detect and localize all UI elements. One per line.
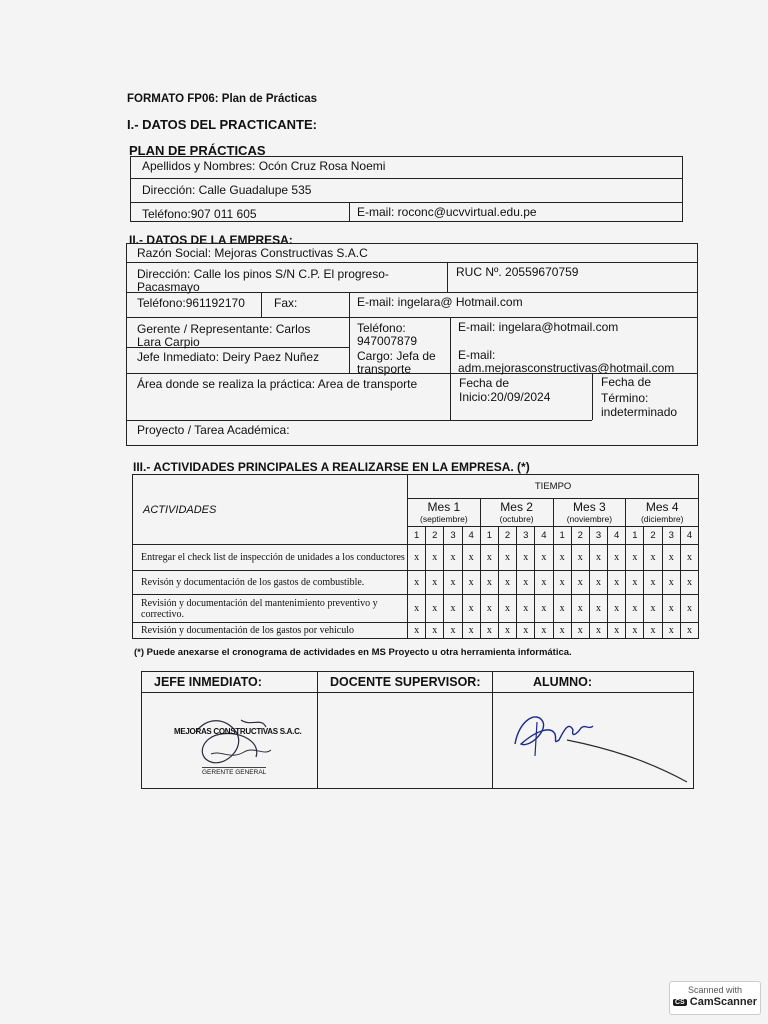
activity-row [133, 571, 699, 595]
activity-mark: x [644, 595, 662, 623]
activity-mark: x [535, 623, 553, 639]
plan-title: PLAN DE PRÁCTICAS [129, 143, 266, 158]
activity-mark: x [608, 595, 626, 623]
activity-mark: x [644, 545, 662, 571]
activity-mark: x [553, 571, 571, 595]
week-number: 2 [426, 527, 444, 545]
activities-note: (*) Puede anexarse el cronograma de actividades en MS Proyecto u otra herramienta informática. [134, 647, 572, 658]
company-ruc: RUC Nº. 20559670759 [456, 265, 579, 279]
signature-table [141, 671, 694, 789]
activity-row [133, 595, 699, 623]
boss-signature-cell [141, 671, 318, 789]
week-number: 1 [408, 527, 426, 545]
company-razon: Razón Social: Mejoras Constructivas S.A.C [137, 246, 368, 260]
section-practicante-title: I.- DATOS DEL PRACTICANTE: [127, 117, 317, 132]
activity-mark: x [589, 623, 607, 639]
activity-mark: x [535, 595, 553, 623]
stamp-role: GERENTE GENERAL [202, 769, 267, 776]
boss-role-line1: Cargo: Jefa de [357, 349, 436, 363]
teacher-signature-cell [317, 671, 493, 789]
format-title: FORMATO FP06: Plan de Prácticas [127, 93, 318, 105]
activity-mark: x [535, 545, 553, 571]
start-date-label: Fecha de [459, 376, 510, 390]
week-number: 4 [535, 527, 553, 545]
activity-mark: x [680, 623, 698, 639]
activity-mark: x [498, 623, 516, 639]
activity-mark: x [408, 623, 426, 639]
activity-mark: x [444, 623, 462, 639]
activity-mark: x [517, 595, 535, 623]
activity-mark: x [517, 571, 535, 595]
manager-line2: Lara Carpio [137, 335, 200, 349]
student-email: E-mail: roconc@ucvvirtual.edu.pe [357, 205, 537, 219]
camscanner-line1: Scanned with [687, 985, 743, 995]
company-email: E-mail: ingelara@ Hotmail.com [357, 295, 523, 309]
activity-mark: x [662, 595, 680, 623]
activity-mark: x [589, 595, 607, 623]
activity-mark: x [408, 595, 426, 623]
week-number: 3 [444, 527, 462, 545]
activity-mark: x [480, 595, 498, 623]
activity-mark: x [589, 571, 607, 595]
activity-mark: x [408, 571, 426, 595]
activity-mark: x [462, 571, 480, 595]
activity-mark: x [480, 571, 498, 595]
company-address-line2: Pacasmayo [137, 280, 200, 294]
activity-row [133, 545, 699, 571]
activity-mark: x [662, 545, 680, 571]
company-table [126, 243, 698, 446]
company-phone: Teléfono:961192170 [137, 296, 245, 310]
camscanner-line2: CamScanner [689, 996, 758, 1008]
activities-header: ACTIVIDADES [133, 475, 408, 545]
activity-mark: x [480, 623, 498, 639]
activity-mark: x [462, 595, 480, 623]
time-header: TIEMPO [408, 475, 699, 499]
section-empresa-title: II.- DATOS DE LA EMPRESA: [129, 233, 293, 247]
end-date-label: Fecha de [601, 375, 652, 389]
camscanner-badge [669, 981, 761, 1015]
student-names: Apellidos y Nombres: Ocón Cruz Rosa Noemi [142, 159, 386, 173]
manager-phone-label: Teléfono: [357, 321, 406, 335]
activity-mark: x [662, 623, 680, 639]
activity-mark: x [444, 545, 462, 571]
activity-mark: x [571, 571, 589, 595]
activity-mark: x [571, 545, 589, 571]
activity-row [133, 623, 699, 639]
activity-mark: x [644, 571, 662, 595]
activity-mark: x [626, 595, 644, 623]
activity-mark: x [408, 545, 426, 571]
week-number: 1 [553, 527, 571, 545]
activity-description: Revisión y documentación de los gastos por vehiculo [133, 623, 408, 639]
boss-email-value: adm.mejorasconstructivas@hotmail.com [458, 361, 675, 375]
week-number: 2 [498, 527, 516, 545]
student-signature-header: ALUMNO: [493, 672, 693, 693]
activity-mark: x [444, 595, 462, 623]
activity-mark: x [462, 623, 480, 639]
company-stamp [166, 712, 306, 782]
activity-mark: x [480, 545, 498, 571]
activity-mark: x [608, 545, 626, 571]
activity-mark: x [571, 595, 589, 623]
activity-mark: x [553, 595, 571, 623]
week-number: 3 [517, 527, 535, 545]
week-number: 3 [589, 527, 607, 545]
student-table [130, 156, 683, 222]
activity-mark: x [553, 623, 571, 639]
month-header: Mes 2 (octubre) [480, 499, 553, 527]
end-date-term: Término: [601, 391, 649, 405]
activity-mark: x [535, 571, 553, 595]
stamp-company-name: MEJORAS CONSTRUCTIVAS S.A.C. [174, 727, 302, 736]
company-fax: Fax: [274, 296, 298, 310]
activities-table [132, 474, 699, 639]
boss-name: Jefe Inmediato: Deiry Paez Nuñez [137, 350, 320, 364]
student-signature-icon [507, 700, 692, 786]
activity-mark: x [589, 545, 607, 571]
student-address: Dirección: Calle Guadalupe 535 [142, 183, 312, 197]
week-number: 1 [626, 527, 644, 545]
company-address-line1: Dirección: Calle los pinos S/N C.P. El progreso- [137, 267, 389, 281]
month-header: Mes 3 (noviembre) [553, 499, 626, 527]
end-date-value: indeterminado [601, 405, 678, 419]
activity-mark: x [426, 595, 444, 623]
activity-mark: x [517, 623, 535, 639]
activity-description: Entregar el check list de inspección de unidades a los conductores [133, 545, 408, 571]
manager-phone-value: 947007879 [357, 334, 418, 348]
teacher-signature-header: DOCENTE SUPERVISOR: [318, 672, 492, 693]
activity-mark: x [608, 623, 626, 639]
activity-mark: x [517, 545, 535, 571]
activity-mark: x [644, 623, 662, 639]
month-header: Mes 4 (diciembre) [626, 499, 699, 527]
activity-mark: x [680, 545, 698, 571]
activity-description: Revisión y documentación del mantenimiento preventivo y correctivo. [133, 595, 408, 623]
start-date-value: Inicio:20/09/2024 [459, 390, 551, 404]
week-number: 3 [662, 527, 680, 545]
practice-area: Área donde se realiza la práctica: Area de transporte [137, 377, 418, 391]
manager-line1: Gerente / Representante: Carlos [137, 322, 311, 336]
activity-mark: x [626, 571, 644, 595]
activity-mark: x [426, 623, 444, 639]
student-signature-cell [492, 671, 694, 789]
activity-mark: x [444, 571, 462, 595]
section-actividades-title: III.- ACTIVIDADES PRINCIPALES A REALIZARSE EN LA EMPRESA. (*) [133, 460, 530, 474]
week-number: 2 [644, 527, 662, 545]
month-header: Mes 1 (septiembre) [408, 499, 481, 527]
week-number: 2 [571, 527, 589, 545]
activity-mark: x [626, 545, 644, 571]
activity-mark: x [680, 595, 698, 623]
week-number: 4 [608, 527, 626, 545]
student-phone: Teléfono:907 011 605 [142, 207, 257, 221]
activity-mark: x [680, 571, 698, 595]
activity-mark: x [426, 545, 444, 571]
camscanner-brand [670, 996, 760, 1008]
manager-email: E-mail: ingelara@hotmail.com [458, 320, 619, 334]
project-label: Proyecto / Tarea Académica: [137, 423, 290, 437]
boss-signature-header: JEFE INMEDIATO: [142, 672, 317, 693]
activity-mark: x [571, 623, 589, 639]
activity-mark: x [608, 571, 626, 595]
activity-mark: x [662, 571, 680, 595]
activity-mark: x [498, 545, 516, 571]
activity-mark: x [426, 571, 444, 595]
activity-mark: x [498, 595, 516, 623]
activity-mark: x [462, 545, 480, 571]
activity-mark: x [553, 545, 571, 571]
activity-description: Revisón y documentación de los gastos de combustible. [133, 571, 408, 595]
activity-mark: x [626, 623, 644, 639]
activity-mark: x [498, 571, 516, 595]
week-number: 4 [680, 527, 698, 545]
camscanner-logo-icon: CS [674, 998, 685, 1006]
boss-email-label: E-mail: [458, 348, 496, 362]
week-number: 4 [462, 527, 480, 545]
week-number: 1 [480, 527, 498, 545]
boss-role-line2: transporte [357, 362, 412, 376]
